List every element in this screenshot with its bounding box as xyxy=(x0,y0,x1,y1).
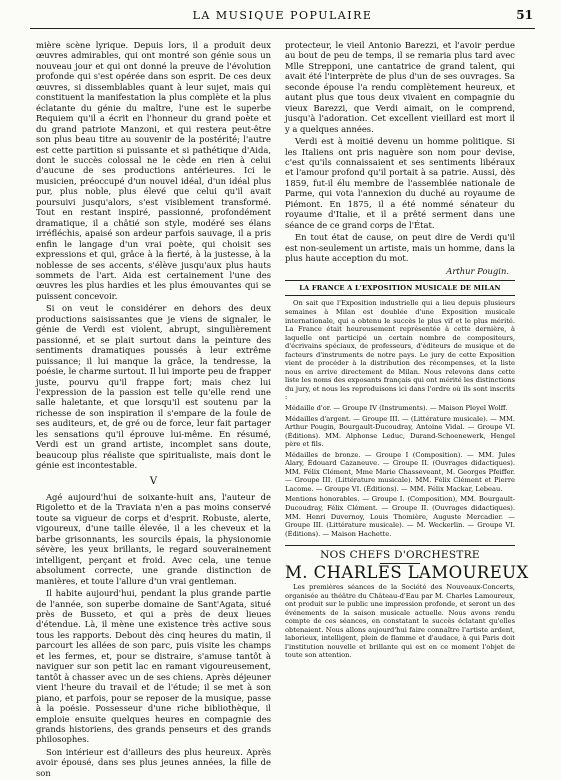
page-header xyxy=(30,6,535,29)
exposition-intro: On sait que l'Exposition industrielle qui a lieu depuis plusieurs semaines à Milan est doublée d'une Exposition musicale internationale, qui a obtenu le succès le plus vif et le plus mérité. La France était heureusement représentée à cette dernière, à laquelle ont participé un certain nombre de compositeurs, d'écrivains spéciaux, de professeurs, d'éditeurs de musique et de facteurs d'instruments de notre pays. Le jury de cette Exposition vient de procéder à la distribution des récompenses, et la liste nous en arrive directement de Milan. Nous relevons dans cette liste les noms des exposants français qui ont mérité les distinctions du jury, et nous les reproduisons ici dans l'ordre où ils sont inscrits : xyxy=(285,299,515,402)
section-title: NOS CHEFS D'ORCHESTRE xyxy=(285,545,515,560)
paragraph: mière scène lyrique. Depuis lors, il a produit deux œuvres admirables, qui ont montré son génie sous un nouveau jour et qui ont donné la preuve de l'évolution profonde qui s'est opérée dans son esprit. De ces deux œuvres, si dissemblables quant à leur sujet, mais qui constituent la manifestation la plus complète et la plus éclatante du génie du maître, l'une est le superbe Requiem qu'il a écrit en l'honneur du grand poète et du grand patriote Manzoni, et qui restera peut-être son plus beau titre au souvenir de la postérité; l'autre est cette partition si puissante et si pathétique d'Aida, dont le succès colossal ne le cède en rien à celui d'aucune de ses productions antérieures. Ici le musicien, préoccupé d'un nouvel idéal, d'un idéal plus pur, plus noble, plus élevé que celui qu'il avait poursuivi jusqu'alors, s'est visiblement transformé. Tout en restant inspiré, passionné, profondément dramatique, il a châtié son style, modéré ses élans irréfléchis, apaisé son ardeur parfois sauvage, il a pris enfin le langage d'un vrai poète, qui choisit ses expressions et qui, grâce à la fierté, à la justesse, à la noblesse de ses accents, s'élève jusqu'aux plus hauts sommets de l'art. Aida est certainement l'une des œuvres les plus hardies et les plus émouvantes qui se puissent concevoir. xyxy=(36,40,271,301)
exposition-article xyxy=(285,299,515,538)
section-mark: V xyxy=(149,475,158,487)
lamoureux-article xyxy=(285,583,515,660)
award-entry: Médailles de bronze. — Groupe I (Composition). — MM. Jules Alary, Édouard Cazaneuve. — Groupe II. (Ouvrages didactiques). MM. Félix Clément, Mme Marie Chasseveant, M. Georges Pfeiffer. — Groupe III. (Littérature musicale). MM. Félix Clément et Pierre Lacome. — Groupe VI. (Éditions). — MM. Félix Mackar, Lebeau. xyxy=(285,450,515,493)
paragraph: Il habite aujourd'hui, pendant la plus grande partie de l'année, son superbe domaine de Sant'Agata, situé près de Busseto, et qui a près de deux lieues d'étendue. Là, il mène une existence très active sous tous les rapports. Debout dès cinq heures du matin, il parcourt les allées de son parc, puis visite les champs et les fermes, et, pour se distraire, s'amuse tantôt à naviguer sur son petit lac en ramant vigoureusement, tantôt à chasser avec un de ses chiens. Après déjeuner vient l'heure du travail et de l'étude; il se met à son piano, et parfois, pour se reposer de la musique, passe à la poésie. Possesseur d'une riche bibliothèque, il emploie ensuite quelques heures en compagnie des grands historiens, des grands penseurs et des grands philosophes. xyxy=(36,588,271,745)
left-column xyxy=(36,40,271,780)
paragraph: Verdi est à moitié devenu un homme politique. Si les Italiens ont pris naguère son nom pour devise, c'est qu'ils connaissaient et ses sentiments libéraux et l'amour profond qu'il portait à sa patrie. Aussi, dès 1859, fut-il élu membre de l'assemblée nationale de Parme, qui vota l'annexion du duché au royaume de Piémont. En 1875, il a été nommé sénateur du royaume d'Italie, et il a prêté serment dans une séance de ce grand corps de l'État. xyxy=(285,136,515,230)
paragraph: Son intérieur est d'ailleurs des plus heureux. Après avoir épousé, dans ses plus jeunes années, la fille de son xyxy=(36,746,271,778)
right-column xyxy=(285,40,529,662)
signature xyxy=(285,266,515,276)
article-title: M. CHARLES LAMOUREUX xyxy=(285,562,529,582)
paragraph: protecteur, le vieil Antonio Barezzi, et l'avoir perdue au bout de peu de temps, il se remaria plus tard avec Mlle Strepponi, une cantatrice de grand talent, qui avait été l'interprète de plus d'un de ses ouvrages. Sa seconde épouse l'a rendu complètement heureux, et autant plus que tous deux vivaient en compagnie du vieux Barezzi, que Verdi aimait, on le comprend, jusqu'à l'adoration. Cet excellent vieillard est mort il y a quelques années. xyxy=(285,40,515,134)
award-entry: Médailles d'argent. — Groupe III. — (Littérature musicale). — MM. Arthur Pougin, Bourgault-Ducoudray, Antoine Vidal. — Groupe VI. (Éditions). MM. Alphonse Leduc, Durand-Schoenewerk, Hengel père et fils. xyxy=(285,414,515,449)
award-entry: Médaille d'or. — Groupe IV (Instruments). — Maison Pleyel Wolff. xyxy=(285,403,508,412)
paragraph: Les premières séances de la Société des Nouveaux-Concerts, organisée au théâtre du Château-d'Eau par M. Charles Lamoureux, ont produit sur le public une impression profonde, et seront un des événements de la saison musicale actuelle. Nous avons rendu compte de ces séances, en constatant le succès éclatant qu'elles obtenaient. Nous allons aujourd'hui faire connaître l'artiste ardent, laborieux, intelligent, plein de flamme et d'audace, à qui Paris doit l'institution nouvelle et brillante qui est en ce moment l'objet de toute son attention. xyxy=(285,583,515,660)
paragraph: Agé aujourd'hui de soixante-huit ans, l'auteur de Rigoletto et de la Traviata n'en a pas moins conservé toute sa vigueur de corps et d'esprit. Robuste, alerte, vigoureux, d'une taille élevée, il a les cheveux et la barbe grisonnants, les sourcils épais, la physionomie sévère, les yeux brillants, le regard souverainement intelligent, perçant et froid. Avec cela, une tenue absolument correcte, une grande distinction de manières, et toute l'allure d'un vrai gentleman. xyxy=(36,492,271,586)
exposition-heading: LA FRANCE A L'EXPOSITION MUSICALE DE MILAN xyxy=(285,280,515,296)
paragraph: En tout état de cause, on peut dire de Verdi qu'il est non-seulement un artiste, mais un homme, dans la plus haute acception du mot. xyxy=(285,232,515,264)
page-number: 51 xyxy=(516,8,533,22)
paragraph: Si on veut le considérer en dehors des deux productions saisissantes que je viens de signaler, le génie de Verdi est violent, abrupt, singulièrement passionné, et se plait surtout dans la peinture des sentiments dramatiques poussés à leur extrême puissance; il lui manque la grâce, la tendresse, la poésie, le charme surtout. Il lui importe peu de frapper juste, pourvu qu'il frappe fort; mais chez lui l'expression de la passion est telle qu'elle rend une salle haletante, et que lorsqu'il est soutenu par la richesse de son inspiration il s'empare de la foule de ses auditeurs, et, de gré ou de force, leur fait partager les sensations qu'il éprouve lui-même. En résumé, Verdi est un grand artiste, incomplet sans doute, beaucoup plus réaliste que spiritualiste, mais dont le génie est incontestable. xyxy=(36,303,271,471)
journal-title: LA MUSIQUE POPULAIRE xyxy=(192,9,373,22)
award-entry: Mentions honorables. — Groupe I. (Composition), MM. Bourgault-Ducoudray, Félix Clément. — Groupe II. (Ouvrages didactiques). MM. Henri Duvernoy, Louis Thomière, Auguste Mercadier. — Groupe III. (Littérature musicale). — M. Weckerlin. — Groupe VI. (Éditions). — Maison Hachette. xyxy=(285,495,515,538)
signature-text: Arthur Pougin. xyxy=(446,265,509,276)
